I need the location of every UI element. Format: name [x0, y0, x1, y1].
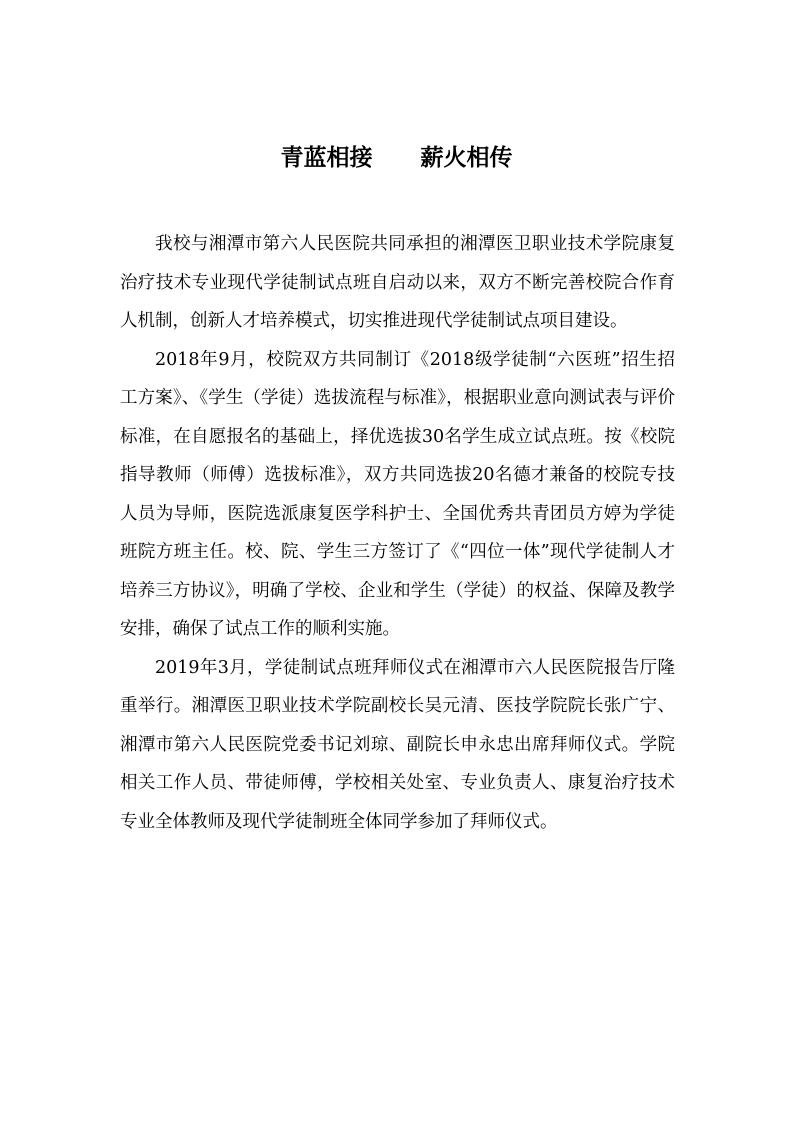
document-title: 青蓝相接 薪火相传	[280, 145, 513, 171]
paragraph-2018: 2018年9月，校院双方共同制订《2018级学徒制“六医班”招生招工方案》、《学生（学徒）选拔流程与标准》，根据职业意向测试表与评价标准，在自愿报名的基础上，择优选拔30名学生成立试点班。按《校院指导教师（师傅）选拔标准》，双方共同选拔20名德才兼备的校院专技人员为导师，医院选派康复医学科护士、全国优秀共青团员方婷为学徒班院方班主任。校、院、学生三方签订了《“四位一体”现代学徒制人才培养三方协议》，明确了学校、企业和学生（学徒）的权益、保障及教学安排，确保了试点工作的顺利实施。	[120, 349, 675, 639]
document-body	[120, 225, 675, 841]
paragraph-2019: 2019年3月，学徒制试点班拜师仪式在湘潭市六人民医院报告厅隆重举行。湘潭医卫职业技术学院副校长吴元清、医技学院院长张广宁、湘潭市第六人民医院党委书记刘琼、副院长申永忠出席拜师仪式。学院相关工作人员、带徒师傅，学校相关处室、专业负责人、康复治疗技术专业全体教师及现代学徒制班全体同学参加了拜师仪式。	[120, 657, 675, 832]
paragraph-intro: 我校与湘潭市第六人民医院共同承担的湘潭医卫职业技术学院康复治疗技术专业现代学徒制试点班自启动以来，双方不断完善校院合作育人机制，创新人才培养模式，切实推进现代学徒制试点项目建设。	[120, 234, 675, 331]
